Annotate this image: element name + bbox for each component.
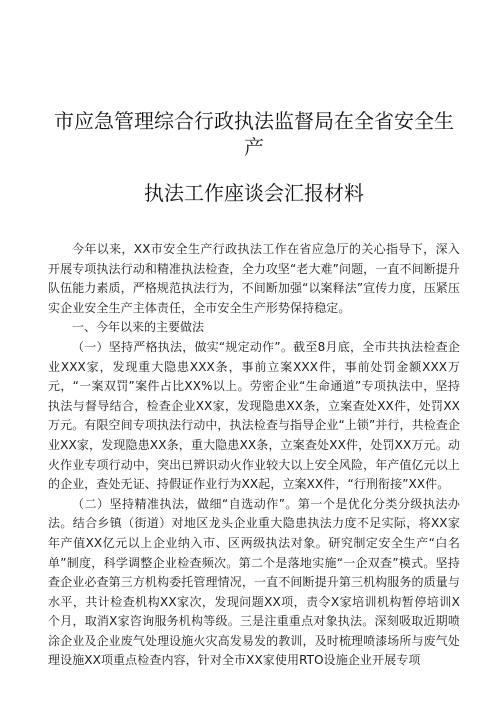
document-body bbox=[48, 240, 460, 671]
document-title-line-1: 市应急管理综合行政执法监督局在全省安全生产 bbox=[54, 109, 454, 159]
paragraph-precise-enforcement: （二）坚持精准执法，做细“自选动作”。第一个是优化分类分级执法办法。结合乡镇（街道）对地区龙头企业重大隐患执法力度不足实际，将XX家年产值XX亿元以上企业纳入市、区两级执法对象。研究制定安全生产“白名单”制度，科学调整企业检查频次。第二个是落地实施“一企双查”模式。坚持查企业必查第三方机构委托管理情况，一直不间断提升第三机构服务的质量与水平，共计检查机构XX家次，发现问题XX项，责令X家培训机构暂停培训X个月，取消X家咨询服务机构等级。三是注重重点对象执法。深刻吸取近期喷涂企业及企业废气处理设施火灾高发易发的教训，及时梳理喷漆场所与废气处理设施XX项重点检查内容，针对全市XX家使用RTO设施企业开展专项 bbox=[48, 496, 460, 668]
paragraph-strict-enforcement: （一）坚持严格执法，做实“规定动作”。截至8月底，全市共执法检查企业XXX家，发现重大隐患XXX条，事前立案XXX件，事前处罚金额XXX万元，“一案双罚”案件占比XX%以上。劳密企业“生命通道”专项执法中，坚持执法与督导结合，检查企业XX家，发现隐患XX条，立案查处XX件，处罚XX万元。有限空间专项执法行动中，执法检查与指导企业“上锁”并行，共检查企业XX家，发现隐患XX条，重大隐患XX条，立案查处XX件，处罚XX万元。动火作业专项行动中，突出已辨识动火作业较大以上安全风险，年产值亿元以上的企业，查处无证、持假证作业行为XX起，立案XX件，“行刑衔接”XX件。 bbox=[48, 339, 460, 492]
intro-paragraph: 今年以来，XX市安全生产行政执法工作在省应急厅的关心指导下，深入开展专项执法行动和精准执法检查，全力攻坚“老大难”问题，一直不间断提升队伍能力素质，严格规范执法行为，不间断加强“以案释法”宣传力度，压紧压实企业安全生产主体责任，全市安全生产形势保持稳定。 bbox=[48, 242, 460, 315]
document-title-line-2: 执法工作座谈会汇报材料 bbox=[144, 181, 364, 205]
section-heading: 一、今年以来的主要做法 bbox=[72, 320, 205, 335]
